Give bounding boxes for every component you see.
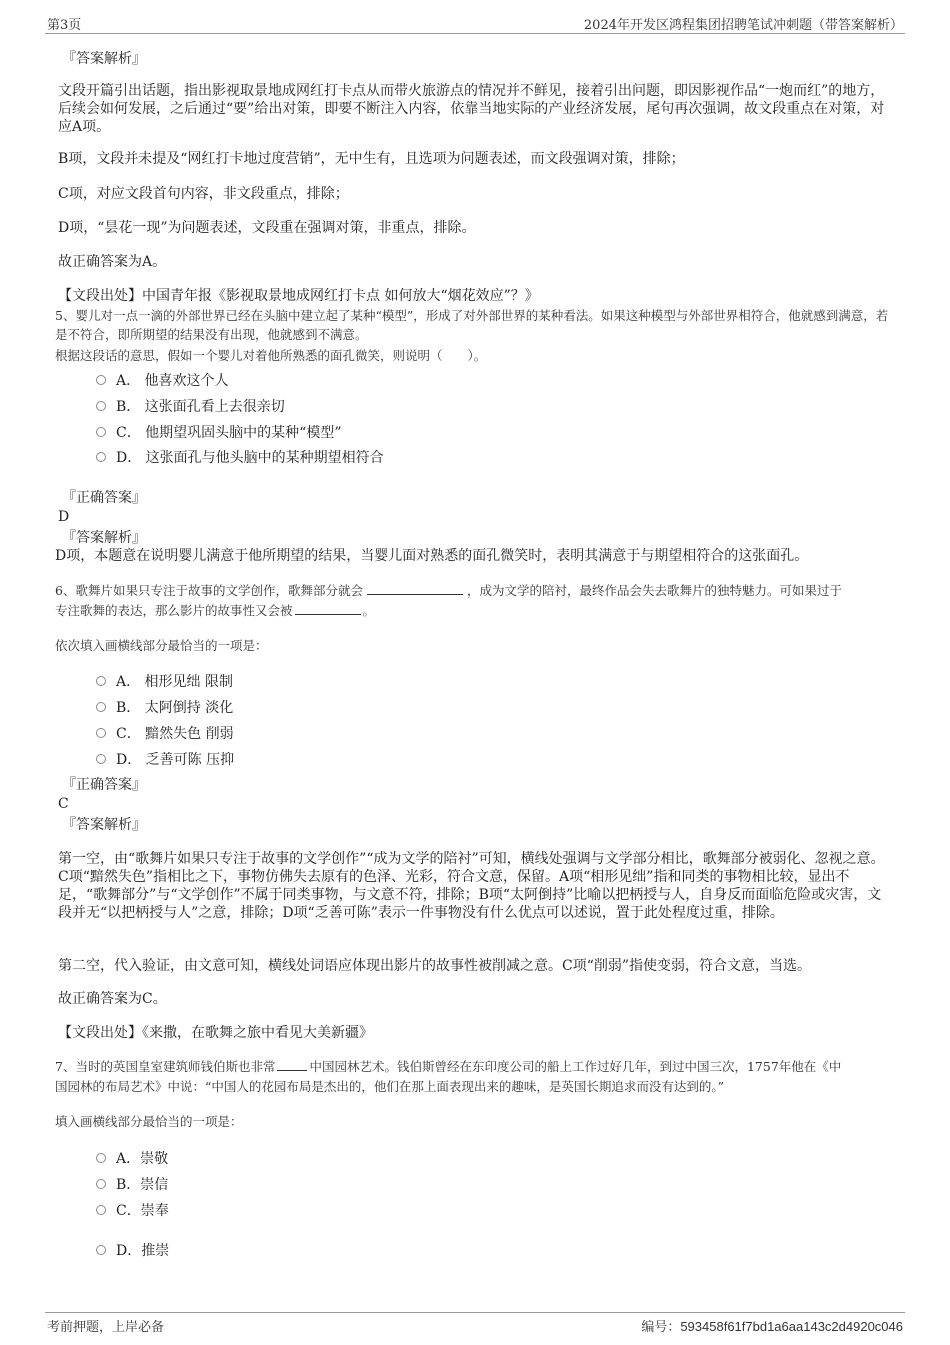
q6-answer-label: 『正确答案』 [62,777,146,793]
q6-option-d[interactable]: D． 乏善可陈 压抑 [96,749,234,769]
q6-option-a[interactable]: A． 相形见绌 限制 [96,671,233,691]
radio-icon[interactable] [96,728,106,738]
q6-option-c[interactable]: C． 黯然失色 削弱 [96,723,234,743]
q6-analysis-paragraph-2: 第二空，代入验证，由文意可知，横线处词语应体现出影片的故事性被削减之意。C项“削弱”指使变弱，符合文意，当选。 [58,958,812,974]
q6-conclusion: 故正确答案为C。 [58,991,167,1007]
q5-option-b[interactable]: B． 这张面孔看上去很亲切 [96,396,285,416]
q6-stem-line1: 6、歌舞片如果只专注于故事的文学创作，歌舞部分就会 ，成为文学的陪衬，最终作品会失去歌舞片的独特魅力。可如果过于 [55,583,842,598]
q5-answer-label: 『正确答案』 [62,490,146,506]
radio-icon[interactable] [96,401,106,411]
q6-prompt: 依次填入画横线部分最恰当的一项是： [55,638,268,653]
radio-icon[interactable] [96,702,106,712]
q6-stem-line2: 专注歌舞的表达，那么影片的故事性又会被 。 [55,603,376,618]
radio-icon[interactable] [96,375,106,385]
radio-icon[interactable] [96,754,106,764]
q7-option-b[interactable]: B．崇信 [96,1174,168,1194]
q7-stem-line2: 国园林的布局艺术》中说：“中国人的花园布局是杰出的，他们在那上面表现出来的趣味，是英国长期追求而没有达到的。” [55,1079,725,1094]
q7-option-d[interactable]: D．推崇 [96,1240,169,1260]
page-number: 第3页 [47,18,82,33]
blank-line [277,1057,307,1071]
q5-option-a[interactable]: A． 他喜欢这个人 [96,370,229,390]
radio-icon[interactable] [96,676,106,686]
q4-source: 【文段出处】中国青年报《影视取景地成网红打卡点 如何放大“烟花效应”？》 [58,288,539,304]
q5-stem: 5、婴儿对一点一滴的外部世界已经在头脑中建立起了某种“模型”，形成了对外部世界的某种看法。如果这种模型与外部世界相符合，他就感到满意，若是不符合，即所期望的结果没有出现，他就感到不满意。 [55,308,889,342]
q4-analysis-option-d: D项，“昙花一现”为问题表述，文段重在强调对策，非重点，排除。 [58,220,476,236]
q5-analysis: D项，本题意在说明婴儿满意于他所期望的结果，当婴儿面对熟悉的面孔微笑时，表明其满意于与期望相符合的这张面孔。 [55,548,809,564]
q4-analysis-option-b: B项，文段并未提及“网红打卡地过度营销”，无中生有，且选项为问题表述，而文段强调对策，排除； [58,151,685,167]
q7-prompt: 填入画横线部分最恰当的一项是： [55,1114,243,1129]
q5-analysis-label: 『答案解析』 [62,530,146,546]
q5-answer: D [58,509,70,525]
q4-analysis-label: 『答案解析』 [62,51,146,67]
q5-option-d[interactable]: D． 这张面孔与他头脑中的某种期望相符合 [96,447,384,467]
header-rule [45,33,905,34]
footer-id: 编号：593458f61f7bd1a6aa143c2d4920c046 [641,1319,903,1334]
radio-icon[interactable] [96,1153,106,1163]
radio-icon[interactable] [96,1179,106,1189]
q6-analysis-paragraph-1: 第一空，由“歌舞片如果只专注于故事的文学创作”“成为文学的陪衬”可知，横线处强调与文学部分相比，歌舞部分被弱化、忽视之意。C项“黯然失色”指相比之下，事物仿佛失去原有的色泽、光彩，符合文意，保留。A项“相形见绌”指和同类的事物相比较，显出不足，“歌舞部分”与“文学创作”不属于同类事物，与文意不符，排除；B项“太阿倒持”比喻以把柄授与人，自身反而面临危险或灾害，文段并无“以把柄授与人”之意，排除；D项“乏善可陈”表示一件事物没有什么优点可以述说，置于此处程度过重，排除。 [58,851,885,921]
footer-rule [45,1312,905,1313]
radio-icon[interactable] [96,1245,106,1255]
q6-answer: C [58,796,69,812]
document-title: 2024年开发区鸿程集团招聘笔试冲刺题（带答案解析） [583,18,903,33]
radio-icon[interactable] [96,1205,106,1215]
q6-option-b[interactable]: B． 太阿倒持 淡化 [96,697,233,717]
blank-line [295,601,361,615]
q6-source: 【文段出处】《来撒，在歌舞之旅中看见大美新疆》 [58,1025,373,1041]
q7-stem-line1: 7、当时的英国皇室建筑师钱伯斯也非常 中国园林艺术。钱伯斯曾经在东印度公司的船上工作过好几年，到过中国三次，1757年他在《中 [55,1059,842,1074]
footer-slogan: 考前押题，上岸必备 [47,1320,165,1335]
radio-icon[interactable] [96,427,106,437]
q7-option-c[interactable]: C．崇奉 [96,1200,169,1220]
q7-option-a[interactable]: A．崇敬 [96,1148,168,1168]
radio-icon[interactable] [96,452,106,462]
q6-analysis-label: 『答案解析』 [62,817,146,833]
q4-conclusion: 故正确答案为A。 [58,254,167,270]
q5-question: 根据这段话的意思，假如一个婴儿对着他所熟悉的面孔微笑，则说明（ ）。 [55,348,487,363]
q4-analysis-option-c: C项，对应文段首句内容，非文段重点，排除； [58,186,349,202]
q5-option-c[interactable]: C． 他期望巩固头脑中的某种“模型” [96,422,341,442]
blank-line [367,581,463,595]
q4-analysis-paragraph: 文段开篇引出话题，指出影视取景地成网红打卡点从而带火旅游点的情况并不鲜见，接着引出问题，即因影视作品“一炮而红”的地方，后续会如何发展，之后通过“要”给出对策，即要不断注入内容，依靠当地实际的产业经济发展，尾句再次强调，故文段重点在对策，对应A项。 [58,83,885,135]
